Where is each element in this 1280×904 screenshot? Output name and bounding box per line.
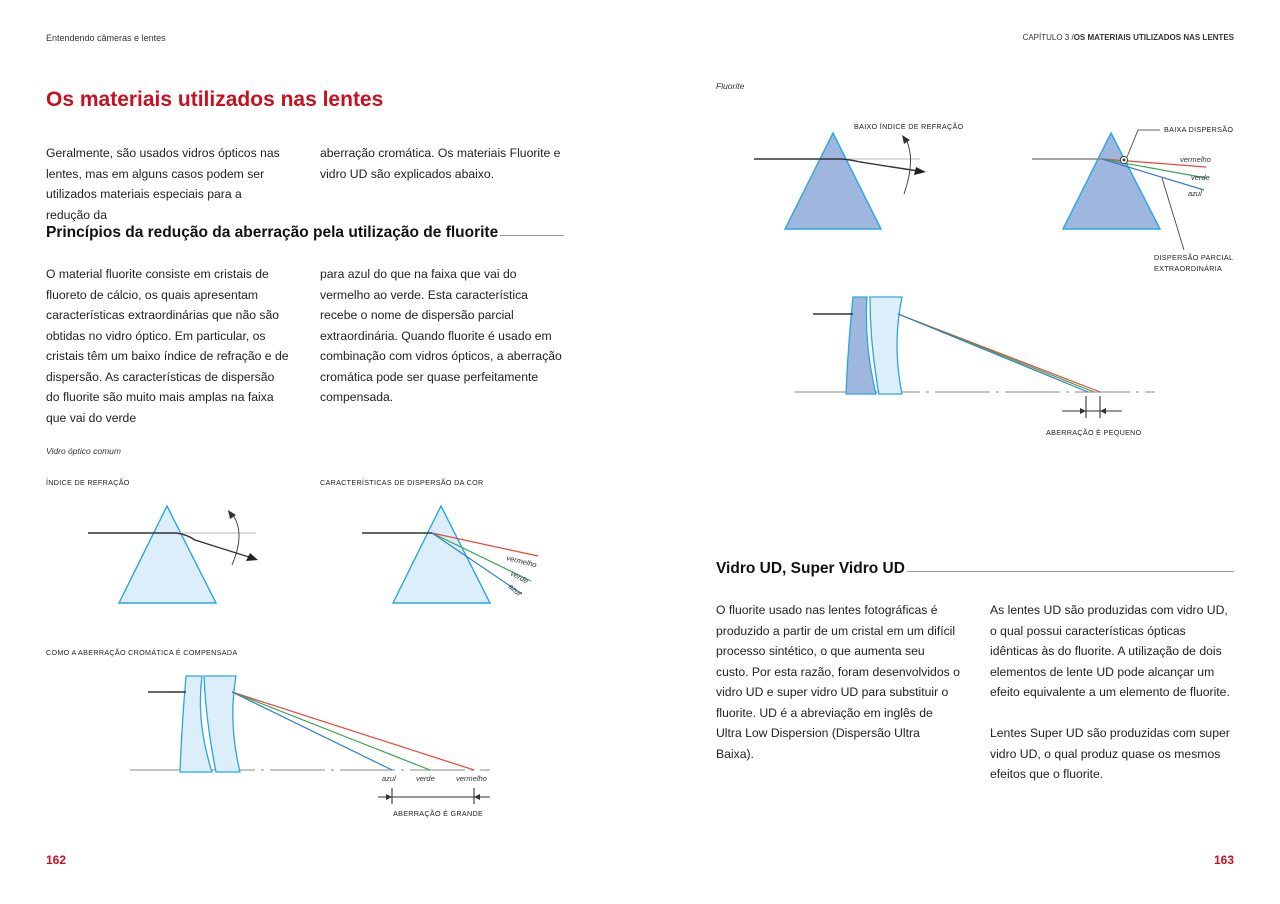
label-aberration-small: ABERRAÇÃO É PEQUENO [1046,428,1142,437]
lens-element-2 [204,676,240,772]
running-header-right [1023,33,1234,42]
focus-marker-dot-icon [1123,159,1126,162]
label-refraction: ÍNDICE DE REFRAÇÃO [46,478,130,487]
heading-rule [907,571,1234,572]
ray-label-red: vermelho [505,553,538,570]
chapter-label: CAPÍTULO 3 / [1022,33,1074,42]
ray-label-blue: azul [1188,189,1202,198]
prism-common [119,506,216,603]
group-label-common-glass: Vidro óptico comum [46,446,121,456]
ray-red [232,692,474,770]
body-column-2: para azul do que na faixa que vai do vermelho ao verde. Esta característica recebe o nome de dispersão parcial extraordinária. Quando fluorite é usado em combinação com vidros ópticos, a aberração cromática pode ser quase perfeitamente compensada. [320,267,562,404]
ray-label-green: verde [509,568,530,586]
ud-column-1: O fluorite usado nas lentes fotográficas é produzido a partir de um cristal em um difícil processo sintético, o que aumenta seu custo. Por esta razão, foram desenvolvidos o vidro UD e super vidro UD para substituir o fluorite. UD é a abreviação em inglês de Ultra Low Dispersion (Dispersão Ultra Baixa). [716,603,960,761]
dimension-arrow-icon [1080,408,1086,414]
section-heading-fluorite [46,224,564,242]
ray-blue [898,314,1088,392]
running-header-left: Entendendo câmeras e lentes [46,33,166,43]
group-label-fluorite: Fluorite [716,81,745,91]
body-column-1: O material fluorite consiste em cristais de fluoreto de cálcio, os quais apresentam características extraordinárias que não são obtidas no vidro óptico. Em particular, os cristais têm um baixo índice de refração e de dispersão. As características de dispersão do fluorite são muito mais amplas na faixa que vai do verde [46,267,289,425]
section-heading-text: Vidro UD, Super Vidro UD [716,560,905,577]
prism-fluorite-dispersion [1063,133,1160,229]
prism-fluorite [785,133,881,229]
ud-column-2-paragraph-2: Lentes Super UD são produzidas com super vidro UD, o qual produz quase os mesmos efeitos que o fluorite. [990,726,1230,781]
page-number-left: 162 [46,853,67,867]
heading-rule [500,235,564,236]
label-low-dispersion: BAIXA DISPERSÃO [1164,125,1234,134]
section-heading-ud [716,560,1234,578]
page-title: Os materiais utilizados nas lentes [46,88,384,111]
label-partial-dispersion-2: EXTRAORDINÁRIA [1154,264,1223,273]
callout-leader-partial-dispersion [1162,178,1184,250]
ud-column-2-paragraph-1: As lentes UD são produzidas com vidro UD, o qual possui características ópticas idênticas às do fluorite. A utilização de dois elementos de lente UD pode alcançar um efeito equivalente a um elemento de fluorite. [990,603,1230,699]
arrow-head-icon [914,167,926,175]
focus-label-blue: azul [382,774,396,783]
intro-column-2: aberração cromática. Os materiais Fluorite e vidro UD são explicados abaixo. [320,146,561,181]
ray-label-blue: azul [506,581,523,598]
diagram-compensation-fluorite [0,0,1,1]
label-compensated: COMO A ABERRAÇÃO CROMÁTICA É COMPENSADA [46,648,238,657]
label-partial-dispersion-1: DISPERSÃO PARCIAL [1154,253,1234,262]
dimension-arrow-icon [386,794,392,800]
label-aberration-large: ABERRAÇÃO É GRANDE [393,809,484,818]
glass-lens-element [870,297,902,394]
intro-column-1: Geralmente, são usados vidros ópticos nas lentes, mas em alguns casos podem ser utilizados materiais especiais para a redução da [46,146,280,222]
focus-label-green: verde [416,774,435,783]
angle-arc [904,139,911,194]
angle-arc [232,514,239,565]
focus-label-red: vermelho [456,774,487,783]
section-heading-text: Princípios da redução da aberração pela utilização de fluorite [46,224,499,241]
ray-blue [232,692,392,770]
ray-label-red: vermelho [1180,155,1211,164]
chapter-title: OS MATERIAIS UTILIZADOS NAS LENTES [1073,33,1234,42]
callout-leader-low-dispersion [1127,130,1138,157]
label-dispersion: CARACTERÍSTICAS DE DISPERSÃO DA COR [320,478,484,487]
label-low-refraction: BAIXO ÍNDICE DE REFRAÇÃO [854,122,964,131]
page-number-right: 163 [1213,853,1234,867]
ray-green [232,692,430,770]
dimension-arrow-icon [1100,408,1106,414]
dimension-arrow-icon [474,794,480,800]
ray-label-green: verde [1191,173,1210,182]
arc-arrow-icon [902,135,910,144]
